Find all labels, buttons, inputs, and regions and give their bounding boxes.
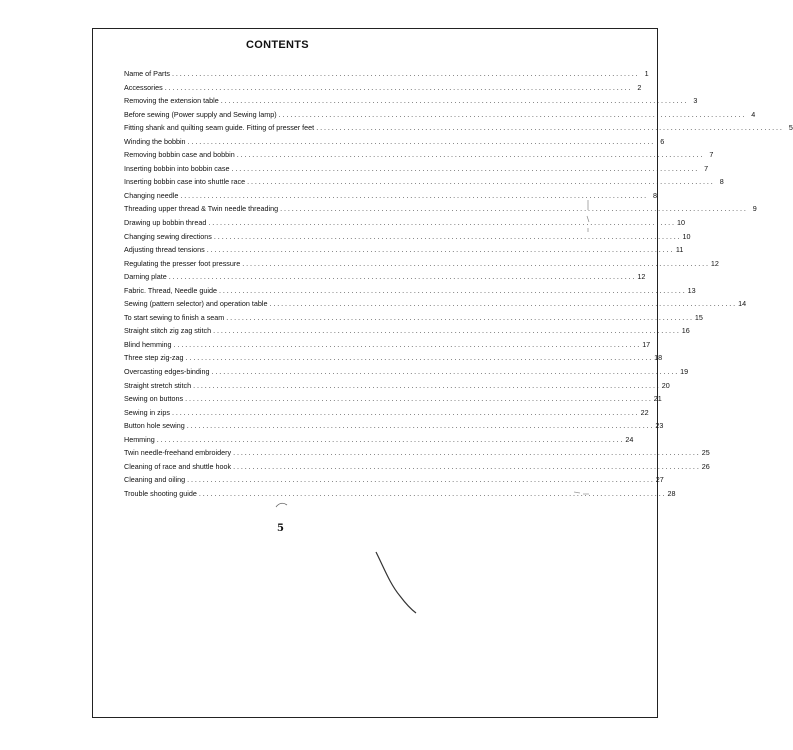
toc-entry-title: Sewing in zips xyxy=(124,407,170,417)
toc-dot-leader: ........................................................................................................................ xyxy=(211,367,680,377)
toc-entry-page: 1 xyxy=(644,69,649,78)
toc-entry-title: Fabric. Thread, Needle guide xyxy=(124,285,217,295)
toc-entry-title: Button hole sewing xyxy=(124,421,185,431)
toc-dot-leader: ........................................................................................................................ xyxy=(180,190,648,200)
toc-entry-page: 12 xyxy=(710,258,719,268)
toc-entry-title: Sewing (pattern selector) and operation table xyxy=(124,299,268,309)
toc-dot-leader: ........................................................................................................................ xyxy=(226,312,694,322)
toc-entry xyxy=(124,433,634,447)
toc-entry xyxy=(124,311,703,325)
toc-entry-page: 13 xyxy=(687,285,696,295)
toc-entry-page: 26 xyxy=(701,461,710,471)
toc-entry-title: Straight stretch stitch xyxy=(124,380,192,390)
toc-dot-leader: ........................................................................................................................ xyxy=(171,407,640,417)
toc-dot-leader: ........................................................................................................................ xyxy=(173,339,642,349)
toc-entry-page: 8 xyxy=(653,190,657,200)
toc-entry xyxy=(124,162,709,176)
toc-entry xyxy=(124,175,724,189)
toc-entry xyxy=(124,243,684,257)
page-title: CONTENTS xyxy=(246,39,309,51)
toc-dot-leader: ........................................................................................................................ xyxy=(185,353,654,363)
toc-entry-page: 27 xyxy=(655,475,664,485)
toc-entry xyxy=(124,189,657,203)
toc-entry-page: 12 xyxy=(637,272,646,282)
toc-entry-title: Cleaning of race and shuttle hook xyxy=(124,461,232,471)
toc-entry xyxy=(124,406,649,420)
toc-entry xyxy=(124,419,664,433)
toc-entry-title: Drawing up bobbin thread xyxy=(124,218,207,228)
toc-dot-leader: ........................................................................................................................ xyxy=(247,177,715,187)
toc-entry xyxy=(124,230,691,244)
toc-entry-title: Twin needle-freehand embroidery xyxy=(124,448,232,458)
toc-entry-page: 20 xyxy=(661,380,670,390)
toc-entry-page: 10 xyxy=(682,231,691,241)
toc-dot-leader: ........................................................................................................................ xyxy=(236,150,705,160)
toc-entry-title: Hemming xyxy=(124,434,155,444)
toc-entry xyxy=(124,108,756,122)
toc-entry-page: 11 xyxy=(675,245,684,255)
toc-entry-title: Inserting bobbin into bobbin case xyxy=(124,163,230,173)
toc-entry xyxy=(124,460,710,474)
toc-dot-leader: ........................................................................................................................ xyxy=(233,448,701,458)
toc-entry-page: 16 xyxy=(681,326,690,336)
toc-entry-title: Adjusting thread tensions xyxy=(124,245,205,255)
toc-dot-leader: ........................................................................................................................ xyxy=(198,488,667,498)
toc-entry xyxy=(124,202,757,216)
toc-entry-title: Straight stitch zig zag stitch xyxy=(124,326,212,336)
toc-entry xyxy=(124,297,747,311)
toc-dot-leader: ........................................................................................................................ xyxy=(231,163,700,173)
toc-dot-leader: ........................................................................................................................ xyxy=(156,434,625,444)
toc-dot-leader: ........................................................................................................................ xyxy=(206,245,675,255)
toc-entry-title: Sewing on buttons xyxy=(124,394,184,404)
toc-dot-leader: ........................................................................................................................ xyxy=(218,285,687,295)
toc-entry xyxy=(124,284,696,298)
toc-dot-leader: ........................................................................................................................ xyxy=(193,380,661,390)
toc-entry xyxy=(124,338,651,352)
scan-margin-mark xyxy=(572,488,592,498)
toc-entry-page: 17 xyxy=(642,339,651,349)
toc-entry-title: Cleaning and oiling xyxy=(124,475,186,485)
toc-entry-title: Overcasting edges-binding xyxy=(124,367,210,377)
toc-entry xyxy=(124,216,685,230)
toc-entry-title: Darning plate xyxy=(124,272,167,282)
toc-entry-page: 10 xyxy=(676,218,685,228)
toc-entry xyxy=(124,81,642,95)
toc-dot-leader: ........................................................................................................................ xyxy=(242,258,710,268)
toc-entry-title: Removing bobbin case and bobbin xyxy=(124,150,235,160)
toc-entry-title: Before sewing (Power supply and Sewing lamp) xyxy=(124,109,277,119)
toc-entry-page: 21 xyxy=(653,394,662,404)
toc-entry-page: 22 xyxy=(640,407,649,417)
toc-entry-page: 15 xyxy=(694,312,703,322)
toc-entry-page: 28 xyxy=(667,488,676,498)
toc-entry-title: Fitting shank and quilting seam guide. Fitting of presser feet xyxy=(124,123,315,133)
toc-entry-title: Threading upper thread & Twin needle threading xyxy=(124,204,279,214)
toc-entry-page: 14 xyxy=(738,299,747,309)
toc-dot-leader: ........................................................................................................................ xyxy=(213,326,681,336)
toc-entry xyxy=(124,379,670,393)
scan-stroke-mark xyxy=(370,548,422,616)
toc-entry-page: 24 xyxy=(625,434,634,444)
toc-entry xyxy=(124,121,793,135)
scan-margin-mark xyxy=(584,198,592,238)
toc-entry-title: Removing the extension table xyxy=(124,96,219,106)
toc-entry-title: Trouble shooting guide xyxy=(124,488,197,498)
toc-dot-leader: ........................................................................................................................ xyxy=(316,123,784,133)
toc-entry-title: Changing needle xyxy=(124,190,179,200)
toc-entry xyxy=(124,487,676,501)
toc-entry-page: 7 xyxy=(709,150,714,160)
toc-entry xyxy=(124,94,698,108)
toc-entry-page: 19 xyxy=(680,367,689,377)
toc-entry-page: 4 xyxy=(751,109,756,119)
toc-dot-leader: ........................................................................................................................ xyxy=(208,218,676,228)
toc-entry-title: Inserting bobbin case into shuttle race xyxy=(124,177,246,187)
toc-entry xyxy=(124,473,664,487)
toc-entry xyxy=(124,365,689,379)
toc-entry xyxy=(124,135,665,149)
toc-entry-page: 6 xyxy=(660,136,665,146)
toc-entry-title: Name of Parts xyxy=(124,69,170,78)
toc-entry-page: 5 xyxy=(788,123,793,133)
toc-entry-page: 23 xyxy=(655,421,664,431)
toc-entry-page: 18 xyxy=(654,353,663,363)
toc-entry xyxy=(124,392,662,406)
toc-entry xyxy=(124,270,646,284)
toc-entry xyxy=(124,351,663,365)
table-of-contents xyxy=(124,67,793,501)
toc-entry-title: Blind hemming xyxy=(124,339,172,349)
toc-dot-leader: ........................................................................................................................ xyxy=(280,204,748,214)
toc-dot-leader: ........................................................................................................................ xyxy=(168,272,637,282)
toc-dot-leader: ........................................................................................................................ xyxy=(213,231,682,241)
toc-dot-leader: ........................................................................................................................ xyxy=(185,394,653,404)
toc-entry-page: 8 xyxy=(719,177,724,187)
scan-speck-mark xyxy=(274,500,290,510)
toc-entry-title: Winding the bobbin xyxy=(124,136,186,146)
toc-entry xyxy=(124,148,714,162)
toc-dot-leader: ........................................................................................................................ xyxy=(220,96,689,106)
toc-dot-leader: ........................................................................................................................ xyxy=(278,109,747,119)
toc-entry-page: 7 xyxy=(704,163,709,173)
toc-entry-title: Three step zig-zag xyxy=(124,353,184,363)
toc-entry-title: To start sewing to finish a seam xyxy=(124,312,225,322)
toc-dot-leader: ........................................................................................................................ xyxy=(187,136,656,146)
toc-entry xyxy=(124,324,690,338)
toc-entry-title: Regulating the presser foot pressure xyxy=(124,258,241,268)
toc-entry-page: 25 xyxy=(701,448,710,458)
toc-entry-title: Changing sewing directions xyxy=(124,231,212,241)
toc-dot-leader: ........................................................................................................................ xyxy=(186,421,655,431)
toc-entry-page: 2 xyxy=(637,82,642,92)
toc-entry xyxy=(124,446,710,460)
toc-entry-title: Accessories xyxy=(124,82,163,92)
toc-dot-leader: ........................................................................................................................ xyxy=(164,82,633,92)
toc-entry-page: 9 xyxy=(752,204,757,214)
toc-dot-leader: ........................................................................................................................ xyxy=(171,69,640,78)
toc-dot-leader: ........................................................................................................................ xyxy=(269,299,738,309)
page-number: 5 xyxy=(277,523,284,534)
toc-entry-page: 3 xyxy=(693,96,698,106)
toc-entry xyxy=(124,257,719,271)
toc-entry xyxy=(124,67,649,81)
toc-dot-leader: ........................................................................................................................ xyxy=(187,475,655,485)
toc-dot-leader: ........................................................................................................................ xyxy=(233,461,701,471)
